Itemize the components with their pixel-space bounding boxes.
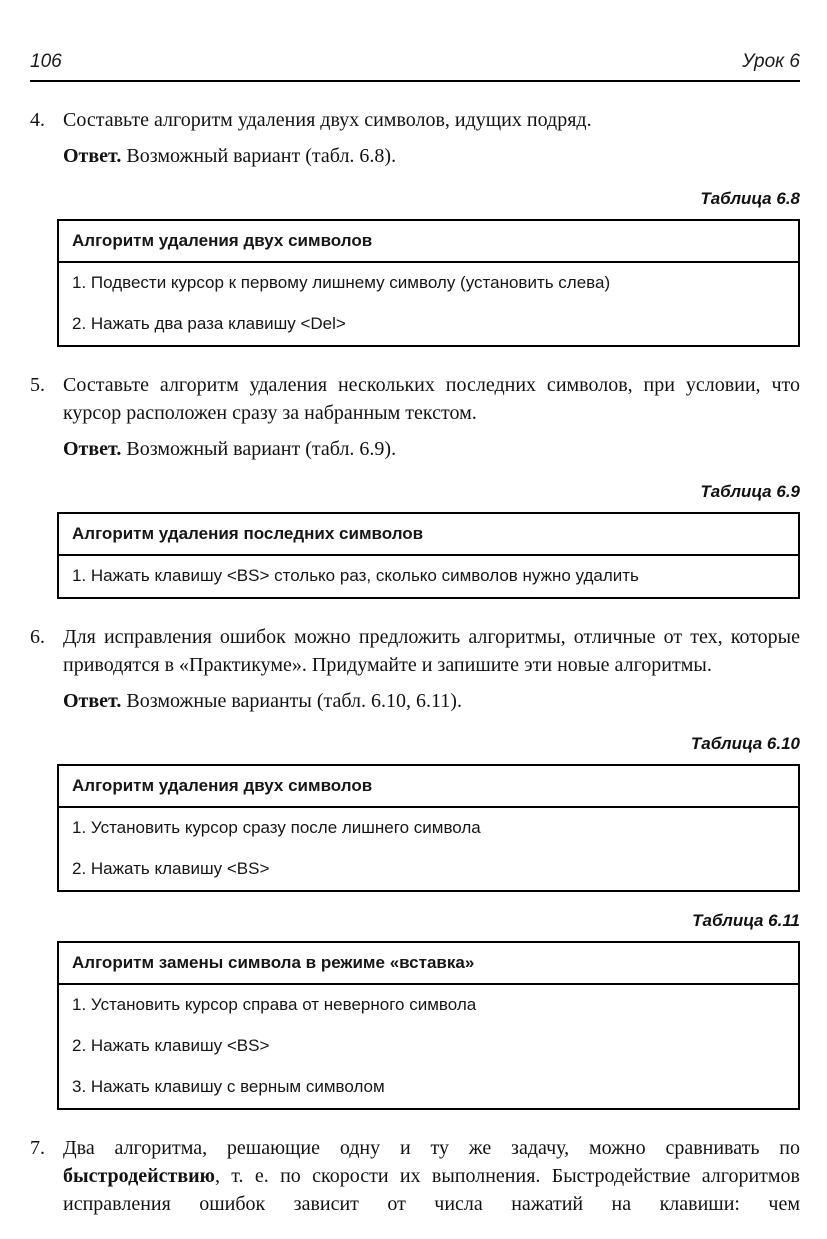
table-row <box>58 849 799 891</box>
answer-label: Ответ. <box>63 690 122 712</box>
answer-text: Возможный вариант (табл. 6.8). <box>126 145 397 167</box>
table-cell: 2. Нажать клавишу <BS> <box>72 859 270 878</box>
table-cell: 1. Подвести курсор к первому лишнему символу (установить слева) <box>72 273 611 292</box>
algorithm-table-6-8 <box>57 219 800 347</box>
question-number: 7. <box>30 1137 45 1159</box>
answer-text: Возможные варианты (табл. 6.10, 6.11). <box>126 690 462 712</box>
question-text: Составьте алгоритм удаления нескольких последних символов, при условии, что курсор расположен сразу за набранным текстом. <box>63 374 800 424</box>
table-cell: 3. Нажать клавишу с верным символом <box>72 1077 385 1096</box>
table-header: Алгоритм удаления последних символов <box>58 513 799 555</box>
question-7 <box>30 1134 800 1218</box>
table-row <box>58 1026 799 1067</box>
table-cell: 1. Установить курсор справа от неверного символа <box>72 995 477 1014</box>
table-cell: 1. Установить курсор сразу после лишнего символа <box>72 818 481 837</box>
question-5 <box>30 371 800 463</box>
table-caption-6-8: Таблица 6.8 <box>700 189 800 208</box>
question-number: 5. <box>30 374 45 396</box>
table-row <box>58 555 799 598</box>
table-caption-6-9: Таблица 6.9 <box>700 482 800 501</box>
lesson-label: Урок 6 <box>742 51 800 72</box>
question-number: 6. <box>30 626 45 648</box>
question-4 <box>30 106 800 170</box>
answer-label: Ответ. <box>63 145 122 167</box>
question-text: Составьте алгоритм удаления двух символов, идущих подряд. <box>63 109 592 131</box>
algorithm-table-6-9 <box>57 512 800 599</box>
table-row <box>58 984 799 1026</box>
answer-line <box>63 142 800 170</box>
answer-text: Возможный вариант (табл. 6.9). <box>126 438 397 460</box>
question-text-after: , т. е. по скорости их выполнения. Быстродействие алгоритмов исправления ошибок зависит от числа нажатий на клавиши: чем <box>63 1165 800 1215</box>
header-rule <box>30 80 800 82</box>
answer-label: Ответ. <box>63 438 122 460</box>
answer-line <box>63 687 800 715</box>
table-header: Алгоритм удаления двух символов <box>58 220 799 262</box>
table-row <box>58 304 799 346</box>
table-row <box>58 262 799 304</box>
table-header: Алгоритм замены символа в режиме «вставка» <box>58 942 799 984</box>
table-caption-6-10: Таблица 6.10 <box>690 734 800 753</box>
algorithm-table-6-11 <box>57 941 800 1110</box>
question-text <box>63 1134 800 1218</box>
page-number: 106 <box>30 51 62 72</box>
table-cell: 2. Нажать клавишу <BS> <box>72 1036 270 1055</box>
answer-line <box>63 435 800 463</box>
question-text-before: Два алгоритма, решающие одну и ту же задачу, можно сравнивать по <box>63 1137 800 1159</box>
page-header <box>30 50 800 74</box>
question-text: Для исправления ошибок можно предложить алгоритмы, отличные от тех, которые приводятся в «Практикуме». Придумайте и запишите эти новые алгоритмы. <box>63 626 800 676</box>
algorithm-table-6-10 <box>57 764 800 892</box>
table-cell: 2. Нажать два раза клавишу <Del> <box>72 314 346 333</box>
question-number: 4. <box>30 109 45 131</box>
table-row <box>58 1067 799 1109</box>
table-row <box>58 807 799 849</box>
bold-term: быстродействию <box>63 1165 215 1187</box>
table-header: Алгоритм удаления двух символов <box>58 765 799 807</box>
question-6 <box>30 623 800 715</box>
table-cell: 1. Нажать клавишу <BS> столько раз, сколько символов нужно удалить <box>72 566 639 585</box>
table-caption-6-11: Таблица 6.11 <box>692 911 800 930</box>
